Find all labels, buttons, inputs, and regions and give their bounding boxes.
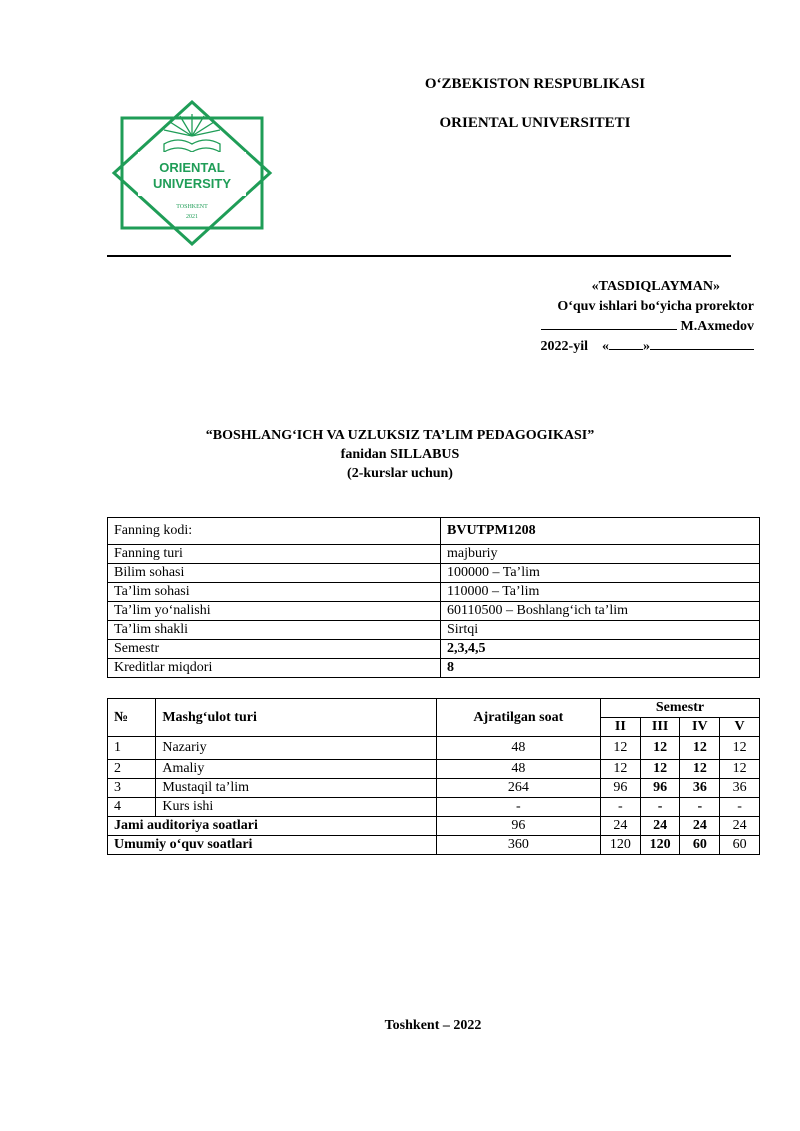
syllabus-title xyxy=(60,426,740,483)
col-header-sem: IV xyxy=(680,718,720,737)
table-row xyxy=(108,798,760,817)
row-hours: 48 xyxy=(436,760,600,779)
row-hours: 48 xyxy=(436,737,600,760)
month-blank xyxy=(650,337,754,350)
header-divider xyxy=(107,255,731,257)
quote-open: « xyxy=(602,339,609,354)
university-name: ORIENTAL UNIVERSITETI xyxy=(439,115,631,131)
info-value: 110000 – Ta’lim xyxy=(441,583,760,602)
approval-position: O‘quv ishlari bo‘yicha prorektor xyxy=(557,299,754,314)
table-row xyxy=(108,621,760,640)
logo-year: 2021 xyxy=(186,214,198,220)
info-value: 100000 – Ta’lim xyxy=(441,564,760,583)
table-row xyxy=(108,564,760,583)
title-course: (2-kurslar uchun) xyxy=(347,466,453,481)
total-sem: 24 xyxy=(720,817,760,836)
total-sem: 120 xyxy=(640,836,680,855)
row-sem: 12 xyxy=(680,737,720,760)
col-header-sem: III xyxy=(640,718,680,737)
row-sem: 36 xyxy=(720,779,760,798)
row-sem: 96 xyxy=(601,779,641,798)
row-sem: 12 xyxy=(601,760,641,779)
approval-year: 2022-yil xyxy=(540,339,588,354)
info-value: 8 xyxy=(441,659,760,678)
table-row xyxy=(108,779,760,798)
hours-table xyxy=(107,698,760,855)
title-subject: “BOSHLANG‘ICH VA UZLUKSIZ TA’LIM PEDAGOGIKASI” xyxy=(205,428,595,443)
info-label: Ta’lim yo‘nalishi xyxy=(108,602,441,621)
day-blank xyxy=(609,337,643,350)
table-row xyxy=(108,518,760,545)
info-label: Kreditlar miqdori xyxy=(108,659,441,678)
row-sem: - xyxy=(680,798,720,817)
table-row xyxy=(108,545,760,564)
row-sem: - xyxy=(640,798,680,817)
row-sem: 36 xyxy=(680,779,720,798)
col-header-type: Mashg‘ulot turi xyxy=(156,699,436,737)
approver-name: M.Axmedov xyxy=(680,319,754,334)
table-header-row xyxy=(108,699,760,718)
total-hours: 96 xyxy=(436,817,600,836)
table-row xyxy=(108,602,760,621)
row-sem: 12 xyxy=(720,760,760,779)
row-sem: 12 xyxy=(640,760,680,779)
col-header-hours: Ajratilgan soat xyxy=(436,699,600,737)
approval-title: «TASDIQLAYMAN» xyxy=(591,279,720,294)
row-sem: 12 xyxy=(720,737,760,760)
table-total-row xyxy=(108,836,760,855)
info-value: BVUTPM1208 xyxy=(441,518,760,545)
logo-city: TOSHKENT xyxy=(176,204,208,210)
col-header-sem: II xyxy=(601,718,641,737)
row-no: 1 xyxy=(108,737,156,760)
row-sem: 12 xyxy=(601,737,641,760)
row-sem: 96 xyxy=(640,779,680,798)
row-hours: - xyxy=(436,798,600,817)
table-row xyxy=(108,659,760,678)
total-label: Umumiy o‘quv soatlari xyxy=(108,836,437,855)
info-label: Fanning kodi: xyxy=(108,518,441,545)
quote-close: » xyxy=(643,339,650,354)
table-row xyxy=(108,583,760,602)
total-sem: 60 xyxy=(720,836,760,855)
title-type: fanidan SILLABUS xyxy=(340,447,460,462)
logo-line1: ORIENTAL xyxy=(159,160,225,175)
footer-place-year: Toshkent – 2022 xyxy=(384,1018,482,1033)
row-sem: 12 xyxy=(640,737,680,760)
info-value: 2,3,4,5 xyxy=(441,640,760,659)
info-label: Ta’lim shakli xyxy=(108,621,441,640)
total-sem: 24 xyxy=(640,817,680,836)
total-label: Jami auditoriya soatlari xyxy=(108,817,437,836)
row-sem: - xyxy=(720,798,760,817)
row-sem: - xyxy=(601,798,641,817)
row-type: Nazariy xyxy=(156,737,436,760)
col-header-sem: V xyxy=(720,718,760,737)
table-total-row xyxy=(108,817,760,836)
info-label: Ta’lim sohasi xyxy=(108,583,441,602)
approval-block xyxy=(494,277,754,357)
total-sem: 24 xyxy=(601,817,641,836)
info-label: Fanning turi xyxy=(108,545,441,564)
info-value: Sirtqi xyxy=(441,621,760,640)
info-label: Semestr xyxy=(108,640,441,659)
oriental-university-logo xyxy=(104,100,280,246)
signature-line xyxy=(541,317,677,330)
table-row xyxy=(108,737,760,760)
table-row xyxy=(108,640,760,659)
row-no: 4 xyxy=(108,798,156,817)
total-sem: 60 xyxy=(680,836,720,855)
total-sem: 24 xyxy=(680,817,720,836)
row-type: Amaliy xyxy=(156,760,436,779)
total-hours: 360 xyxy=(436,836,600,855)
row-hours: 264 xyxy=(436,779,600,798)
row-no: 3 xyxy=(108,779,156,798)
info-value: 60110500 – Boshlang‘ich ta’lim xyxy=(441,602,760,621)
info-label: Bilim sohasi xyxy=(108,564,441,583)
row-sem: 12 xyxy=(680,760,720,779)
row-no: 2 xyxy=(108,760,156,779)
info-value: majburiy xyxy=(441,545,760,564)
table-row xyxy=(108,760,760,779)
row-type: Kurs ishi xyxy=(156,798,436,817)
total-sem: 120 xyxy=(601,836,641,855)
course-info-table xyxy=(107,517,760,678)
row-type: Mustaqil ta’lim xyxy=(156,779,436,798)
col-header-no: № xyxy=(108,699,156,737)
country-name: O‘ZBEKISTON RESPUBLIKASI xyxy=(424,76,646,92)
col-header-semester: Semestr xyxy=(601,699,760,718)
logo-line2: UNIVERSITY xyxy=(152,176,232,191)
